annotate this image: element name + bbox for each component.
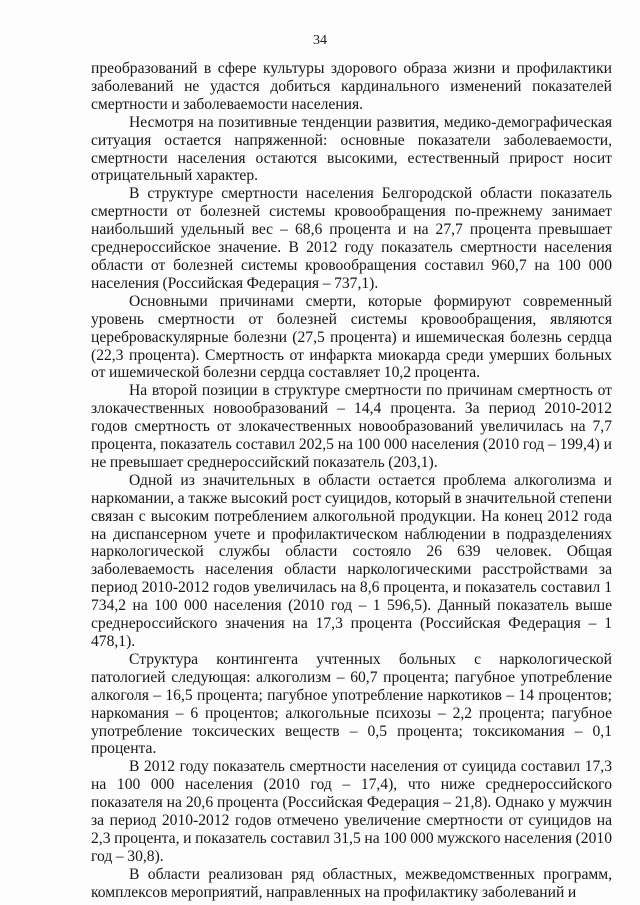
paragraph-suicide: В 2012 году показатель смертности населения от суицида составил 17,3 на 100 000 населения (2010 год – 17,4), что ниже среднероссийского показателя на 20,6 процента (Российская Федерация – 21,8). Однако у мужчин за период 2010-2012 годов отмечено увеличение смертности от суицидов на 2,3 процента, и показатель составил 31,5 на 100 000 мужского населения (2010 год – 30,8). — [91, 758, 612, 865]
paragraph-alcoholism-narcomania: Одной из значительных в области остается проблема алкоголизма и наркомании, а также высокий рост суицидов, который в значительной степени связан с высоким потреблением алкогольной продукции. На конец 2012 года на диспансерном учете и профилактическом наблюдении в подразделениях наркологической службы области состояло 26 639 человек. Общая заболеваемость населения области наркологическими расстройствами за период 2010-2012 годов увеличилась на 8,6 процента, и показатель составил 1 734,2 на 100 000 населения (2010 год – 1 596,5). Данный показатель выше среднероссийского значения на 17,3 процента (Российская Федерация – 1 478,1). — [91, 471, 612, 650]
paragraph-main-causes: Основными причинами смерти, которые формируют современный уровень смертности от болезней системы кровообращения, являются цереброваскулярные болезни (27,5 процента) и ишемическая болезнь сердца (22,3 процента). Смертность от инфаркта миокарда среди умерших больных от ишемической болезни сердца составляет 10,2 процента. — [91, 292, 612, 382]
paragraph-circulatory-mortality: В структуре смертности населения Белгородской области показатель смертности от болезней системы кровообращения по-прежнему занимает наибольший удельный вес – 68,6 процента и на 27,7 процента превышает среднероссийское значение. В 2012 году показатель смертности населения области от болезней системы кровообращения составил 960,7 на 100 000 населения (Российская Федерация – 737,1). — [91, 185, 612, 292]
paragraph-patient-structure: Структура контингента учтенных больных с наркологической патологией следующая: алкоголизм – 60,7 процента; пагубное употребление алкоголя – 16,5 процента; пагубное употребление наркотиков – 14 процентов; наркомания – 6 процентов; алкогольные психозы – 2,2 процента; пагубное употребление токсических веществ – 0,5 процента; токсикомания – 0,1 процента. — [91, 650, 612, 758]
paragraph-continuation: преобразований в сфере культуры здорового образа жизни и профилактики заболеваний не удастся добиться кардинального изменений показателей смертности и заболеваемости населения. — [91, 60, 612, 113]
paragraph-programs: В области реализован ряд областных, межведомственных программ, комплексов мероприятий, направленных на профилактику заболеваний и — [91, 865, 612, 901]
document-body — [91, 60, 612, 902]
page-number: 34 — [313, 33, 327, 48]
paragraph-oncology: На второй позиции в структуре смертности по причинам смертность от злокачественных новообразований – 14,4 процента. За период 2010-2012 годов смертность от злокачественных новообразований увеличилась на 7,7 процента, показатель составил 202,5 на 100 000 населения (2010 год – 199,4) и не превышает среднероссийский показатель (203,1). — [91, 382, 612, 471]
paragraph-demographic-situation: Несмотря на позитивные тенденции развития, медико-демографическая ситуация остается напряженной: основные показатели заболеваемости, смертности населения остаются высокими, естественный прирост носит отрицательный характер. — [91, 113, 612, 185]
